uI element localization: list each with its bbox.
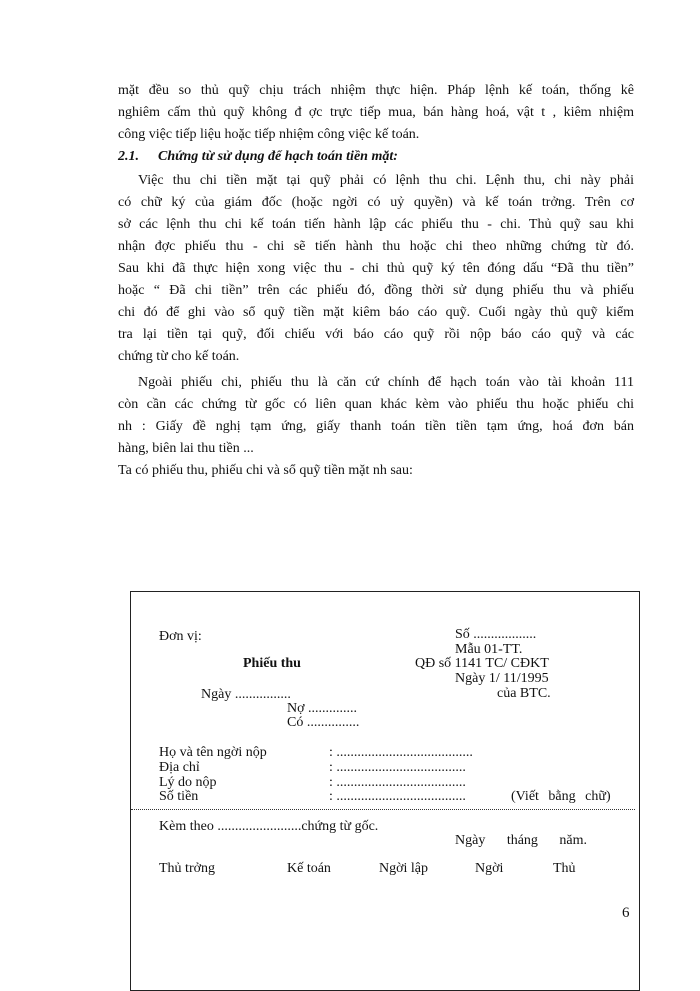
section-number: 2.1. <box>118 149 139 164</box>
reason-label: Lý do nộp <box>159 775 217 790</box>
payer-name-label: Họ và tên ngời nộp <box>159 745 267 760</box>
body-text-line: Sau khi đã thực hiện xong việc thu - chi thủ quỹ ký tên đóng dấu “Đã thu tiền” <box>118 261 634 276</box>
body-text-line: nh : Giấy đề nghị tạm ứng, giấy thanh toán tiền tiền tạm ứng, hoá đơn bán <box>118 419 634 434</box>
form-number: Số .................. <box>455 627 537 642</box>
body-text-line: Ta có phiếu thu, phiếu chi và sổ quỹ tiền mặt nh sau: <box>118 463 413 478</box>
form-credit-field: Có ............... <box>287 715 360 730</box>
body-text-line: tra lại tiền tại quỹ, đối chiếu với báo cáo quỹ rồi nộp báo cáo quỹ và các <box>118 327 634 342</box>
address-label: Địa chỉ <box>159 760 200 775</box>
body-text-line: chi đó để ghi vào sổ quỹ tiền mặt kiêm báo cáo quỹ. Cuối ngày thủ quỹ kiểm <box>118 305 634 320</box>
body-text-line: mặt đều so thủ quỹ chịu trách nhiệm thực hiện. Pháp lệnh kế toán, thống kê <box>118 83 634 98</box>
payer-name-value: : ....................................... <box>329 745 473 760</box>
form-unit-label: Đơn vị: <box>159 629 202 644</box>
form-decision: QĐ số 1141 TC/ CĐKT <box>415 656 549 671</box>
receipt-form <box>130 591 640 991</box>
body-text-line: nhận đợc phiếu thu - chi sẽ tiến hành thu hoặc chi theo những chứng từ đó. <box>118 239 634 254</box>
form-issuer: của BTC. <box>497 686 551 701</box>
attachments-field: Kèm theo ........................chứng từ gốc. <box>159 819 379 834</box>
reason-value: : ..................................... <box>329 775 466 790</box>
body-text-line: chứng từ cho kế toán. <box>118 349 240 364</box>
signer-director: Thủ trởng <box>159 861 216 876</box>
address-value: : ..................................... <box>329 760 466 775</box>
form-template-code: Mẫu 01-TT. <box>455 642 523 657</box>
body-text-line: nghiêm cấm thủ quỹ không đ ợc trực tiếp mua, bán hàng hoá, vật t , kiêm nhiệm <box>118 105 634 120</box>
form-date-field: Ngày ................ <box>201 687 291 702</box>
body-text-line: công việc tiếp liệu hoặc tiếp nhiệm công việc kế toán. <box>118 127 420 142</box>
signer-payer: Ngời <box>475 861 504 876</box>
form-title: Phiếu thu <box>243 656 301 671</box>
dotted-separator <box>131 809 635 810</box>
signer-preparer: Ngời lập <box>379 861 429 876</box>
body-text-line: còn cần các chứng từ gốc có liên quan khác kèm vào phiếu thu hoặc phiếu chi <box>118 397 634 412</box>
amount-label: Số tiền <box>159 789 199 804</box>
page-number: 6 <box>622 905 630 921</box>
amount-in-words-label: (Viết bằng chữ) <box>511 789 611 804</box>
section-heading <box>118 148 634 166</box>
body-text-line: Việc thu chi tiền mặt tại quỹ phải có lệnh thu chi. Lệnh thu, chi này phải <box>138 173 634 188</box>
body-text-line: Ngoài phiếu chi, phiếu thu là căn cứ chính để hạch toán vào tài khoản 111 <box>138 375 634 390</box>
form-sign-date: Ngày tháng năm. <box>455 833 588 848</box>
body-text-line: hoặc “ Đã chi tiền” trên các phiếu đó, đồng thời sử dụng phiếu thu và phiếu <box>118 283 634 298</box>
body-text-line: sở các lệnh thu chi kế toán tiến hành lập các phiếu thu - chi. Thủ quỹ sau khi <box>118 217 634 232</box>
section-title: Chứng từ sử dụng để hạch toán tiền mặt: <box>158 149 398 164</box>
signer-cashier: Thủ <box>553 861 576 876</box>
body-text-line: hàng, biên lai thu tiền ... <box>118 441 254 456</box>
body-text-line: có chữ ký của giám đốc (hoặc ngời có uỷ quyền) và kế toán trởng. Trên cơ <box>118 195 634 210</box>
form-debit-field: Nợ .............. <box>287 701 358 716</box>
signer-accountant: Kế toán <box>287 861 331 876</box>
form-decision-date: Ngày 1/ 11/1995 <box>455 671 549 686</box>
amount-value: : ..................................... <box>329 789 466 804</box>
